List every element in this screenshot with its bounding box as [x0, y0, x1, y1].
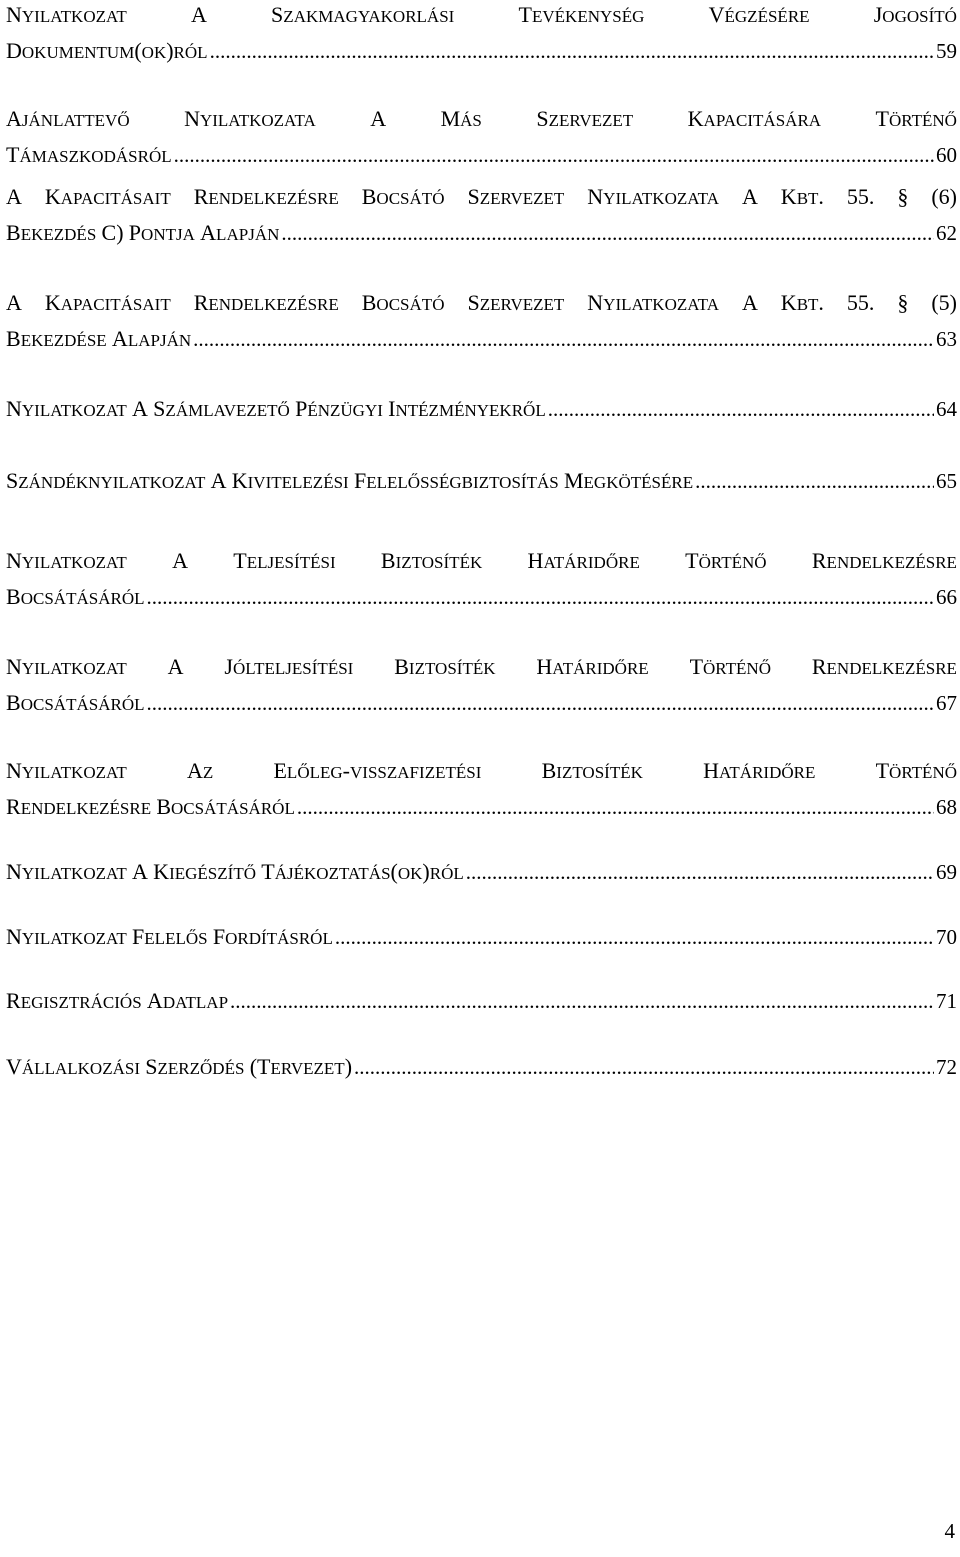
toc-entry-word: JOGOSÍTÓ	[873, 2, 957, 27]
toc-entry[interactable]	[6, 1052, 957, 1088]
toc-entry-word: 55.	[846, 184, 875, 209]
dot-leader	[147, 585, 935, 609]
toc-entry-word: KBT.	[780, 184, 824, 209]
toc-entry-line	[6, 466, 957, 502]
toc-entry-title: BOCSÁTÁSÁRÓL	[6, 690, 145, 715]
toc-entry[interactable]	[6, 394, 957, 430]
toc-entry-word: KAPACITÁSÁRA	[687, 106, 822, 131]
toc-entry-word: NYILATKOZATA	[587, 184, 719, 209]
toc-entry-title: NYILATKOZAT A SZÁMLAVEZETŐ PÉNZÜGYI INTÉZMÉNYEKRŐL	[6, 396, 546, 421]
toc-entry-word: TÖRTÉNŐ	[875, 106, 957, 131]
toc-entry-word: NYILATKOZATA	[587, 290, 719, 315]
toc-entry-line	[6, 688, 957, 724]
toc-entry-line	[6, 652, 957, 688]
toc-entry-page: 66	[936, 585, 957, 609]
toc-entry-word: A	[167, 654, 184, 679]
toc-entry-line	[6, 36, 957, 72]
toc-entry-line	[6, 140, 957, 176]
toc-entry-title: TÁMASZKODÁSRÓL	[6, 142, 172, 167]
toc-entry[interactable]	[6, 104, 957, 176]
dot-leader	[210, 39, 934, 63]
toc-entry-word: A	[6, 290, 22, 315]
toc-entry-line	[6, 218, 957, 254]
toc-entry-word: RENDELKEZÉSRE	[811, 548, 957, 573]
toc-entry-word: A	[741, 184, 758, 209]
toc-entry-title: NYILATKOZAT FELELŐS FORDÍTÁSRÓL	[6, 924, 333, 949]
toc-entry-line	[6, 756, 957, 792]
toc-entry-word: BIZTOSÍTÉK	[394, 654, 496, 679]
toc-entry-title: BEKEZDÉSE ALAPJÁN	[6, 326, 192, 351]
toc-entry-word: RENDELKEZÉSRE	[193, 184, 339, 209]
toc-entry-title: BEKEZDÉS C) PONTJA ALAPJÁN	[6, 220, 280, 245]
toc-entry[interactable]	[6, 857, 957, 893]
toc-entry-page: 64	[936, 397, 957, 421]
toc-entry-word: BIZTOSÍTÉK	[541, 758, 643, 783]
toc-entry-line	[6, 792, 957, 828]
toc-entry-line	[6, 1052, 957, 1088]
toc-entry-page: 60	[936, 143, 957, 167]
toc-entry-page: 59	[936, 39, 957, 63]
dot-leader	[548, 397, 934, 421]
toc-entry-word: HATÁRIDŐRE	[536, 654, 649, 679]
toc-entry-word: ELŐLEG-VISSZAFIZETÉSI	[273, 758, 482, 783]
toc-entry-page: 62	[936, 221, 957, 245]
toc-entry-word: KAPACITÁSAIT	[44, 290, 171, 315]
toc-entry-page: 71	[936, 989, 957, 1013]
toc-entry-word: TÖRTÉNŐ	[689, 654, 771, 679]
toc-entry-word: SZERVEZET	[467, 290, 565, 315]
dot-leader	[335, 925, 934, 949]
toc-entry-word: AZ	[186, 758, 214, 783]
toc-entry-word: AJÁNLATTEVŐ	[6, 106, 130, 131]
toc-entry-word: HATÁRIDŐRE	[527, 548, 640, 573]
page-number: 4	[944, 1519, 955, 1543]
dot-leader	[466, 860, 934, 884]
dot-leader	[281, 221, 934, 245]
toc-entry-word: (6)	[931, 184, 957, 209]
toc-entry-word: A	[370, 106, 387, 131]
toc-entry-word: SZERVEZET	[467, 184, 565, 209]
toc-entry-word: A	[6, 184, 22, 209]
toc-entry[interactable]	[6, 0, 957, 72]
toc-entry-title: RENDELKEZÉSRE BOCSÁTÁSÁRÓL	[6, 794, 295, 819]
toc-entry[interactable]	[6, 756, 957, 828]
toc-entry-page: 68	[936, 795, 957, 819]
toc-entry-page: 65	[936, 469, 957, 493]
toc-entry-word: RENDELKEZÉSRE	[193, 290, 339, 315]
toc-entry-word: BOCSÁTÓ	[361, 290, 445, 315]
toc-entry-page: 72	[936, 1055, 957, 1079]
toc-entry-page: 67	[936, 691, 957, 715]
toc-entry[interactable]	[6, 922, 957, 958]
toc-entry-page: 63	[936, 327, 957, 351]
toc-entry-word: VÉGZÉSÉRE	[708, 2, 810, 27]
toc-entry[interactable]	[6, 986, 957, 1022]
dot-leader	[230, 989, 934, 1013]
toc-entry-word: BIZTOSÍTÉK	[380, 548, 483, 573]
toc-entry-word: KBT.	[780, 290, 824, 315]
toc-entry-word: (5)	[931, 290, 957, 315]
toc-entry-word: 55.	[846, 290, 875, 315]
toc-entry-word: §	[897, 184, 909, 209]
toc-entry-word: TELJESÍTÉSI	[233, 548, 336, 573]
toc-entry-title: DOKUMENTUM(OK)RÓL	[6, 38, 208, 63]
dot-leader	[174, 143, 934, 167]
toc-entry-title: SZÁNDÉKNYILATKOZAT A KIVITELEZÉSI FELELŐSSÉGBIZTOSÍTÁS MEGKÖTÉSÉRE	[6, 468, 694, 493]
toc-entry[interactable]	[6, 182, 957, 254]
toc-entry[interactable]	[6, 466, 957, 502]
toc-entry-title: BOCSÁTÁSÁRÓL	[6, 584, 145, 609]
toc-entry-line	[6, 288, 957, 324]
toc-entry-line	[6, 394, 957, 430]
toc-entry[interactable]	[6, 288, 957, 360]
toc-entry-word: NYILATKOZATA	[184, 106, 316, 131]
toc-entry-word: §	[897, 290, 909, 315]
toc-entry-word: SZERVEZET	[536, 106, 634, 131]
toc-entry-word: A	[190, 2, 207, 27]
toc-entry-word: BOCSÁTÓ	[361, 184, 445, 209]
dot-leader	[297, 795, 934, 819]
toc-entry-word: A	[741, 290, 758, 315]
toc-entry-word: KAPACITÁSAIT	[44, 184, 171, 209]
toc-entry-line	[6, 0, 957, 36]
toc-entry-word: NYILATKOZAT	[6, 758, 127, 783]
toc-entry-word: A	[172, 548, 188, 573]
toc-entry-word: HATÁRIDŐRE	[703, 758, 816, 783]
toc-entry-line	[6, 546, 957, 582]
toc-entry-word: RENDELKEZÉSRE	[811, 654, 957, 679]
toc-entry-line	[6, 104, 957, 140]
dot-leader	[193, 327, 934, 351]
toc-entry-line	[6, 857, 957, 893]
toc-entry-word: TÖRTÉNŐ	[685, 548, 767, 573]
dot-leader	[354, 1055, 934, 1079]
toc-entry-line	[6, 922, 957, 958]
toc-entry-title: NYILATKOZAT A KIEGÉSZÍTŐ TÁJÉKOZTATÁS(OK)RÓL	[6, 859, 464, 884]
toc-entry-word: SZAKMAGYAKORLÁSI	[271, 2, 455, 27]
toc-entry-word: NYILATKOZAT	[6, 654, 127, 679]
toc-entry-line	[6, 182, 957, 218]
toc-entry-word: MÁS	[440, 106, 482, 131]
toc-entry-word: JÓLTELJESÍTÉSI	[224, 654, 354, 679]
toc-entry-line	[6, 324, 957, 360]
dot-leader	[147, 691, 935, 715]
toc-entry-title: REGISZTRÁCIÓS ADATLAP	[6, 988, 229, 1013]
toc-entry[interactable]	[6, 652, 957, 724]
toc-entry[interactable]	[6, 546, 957, 618]
toc-entry-word: TEVÉKENYSÉG	[518, 2, 645, 27]
toc-entry-line	[6, 986, 957, 1022]
toc-entry-title: VÁLLALKOZÁSI SZERZŐDÉS (TERVEZET)	[6, 1054, 353, 1079]
toc-entry-word: NYILATKOZAT	[6, 548, 127, 573]
toc-entry-line	[6, 582, 957, 618]
toc-entry-word: TÖRTÉNŐ	[875, 758, 957, 783]
dot-leader	[695, 469, 934, 493]
toc-entry-page: 70	[936, 925, 957, 949]
toc-entry-page: 69	[936, 860, 957, 884]
toc-entry-word: NYILATKOZAT	[6, 2, 127, 27]
